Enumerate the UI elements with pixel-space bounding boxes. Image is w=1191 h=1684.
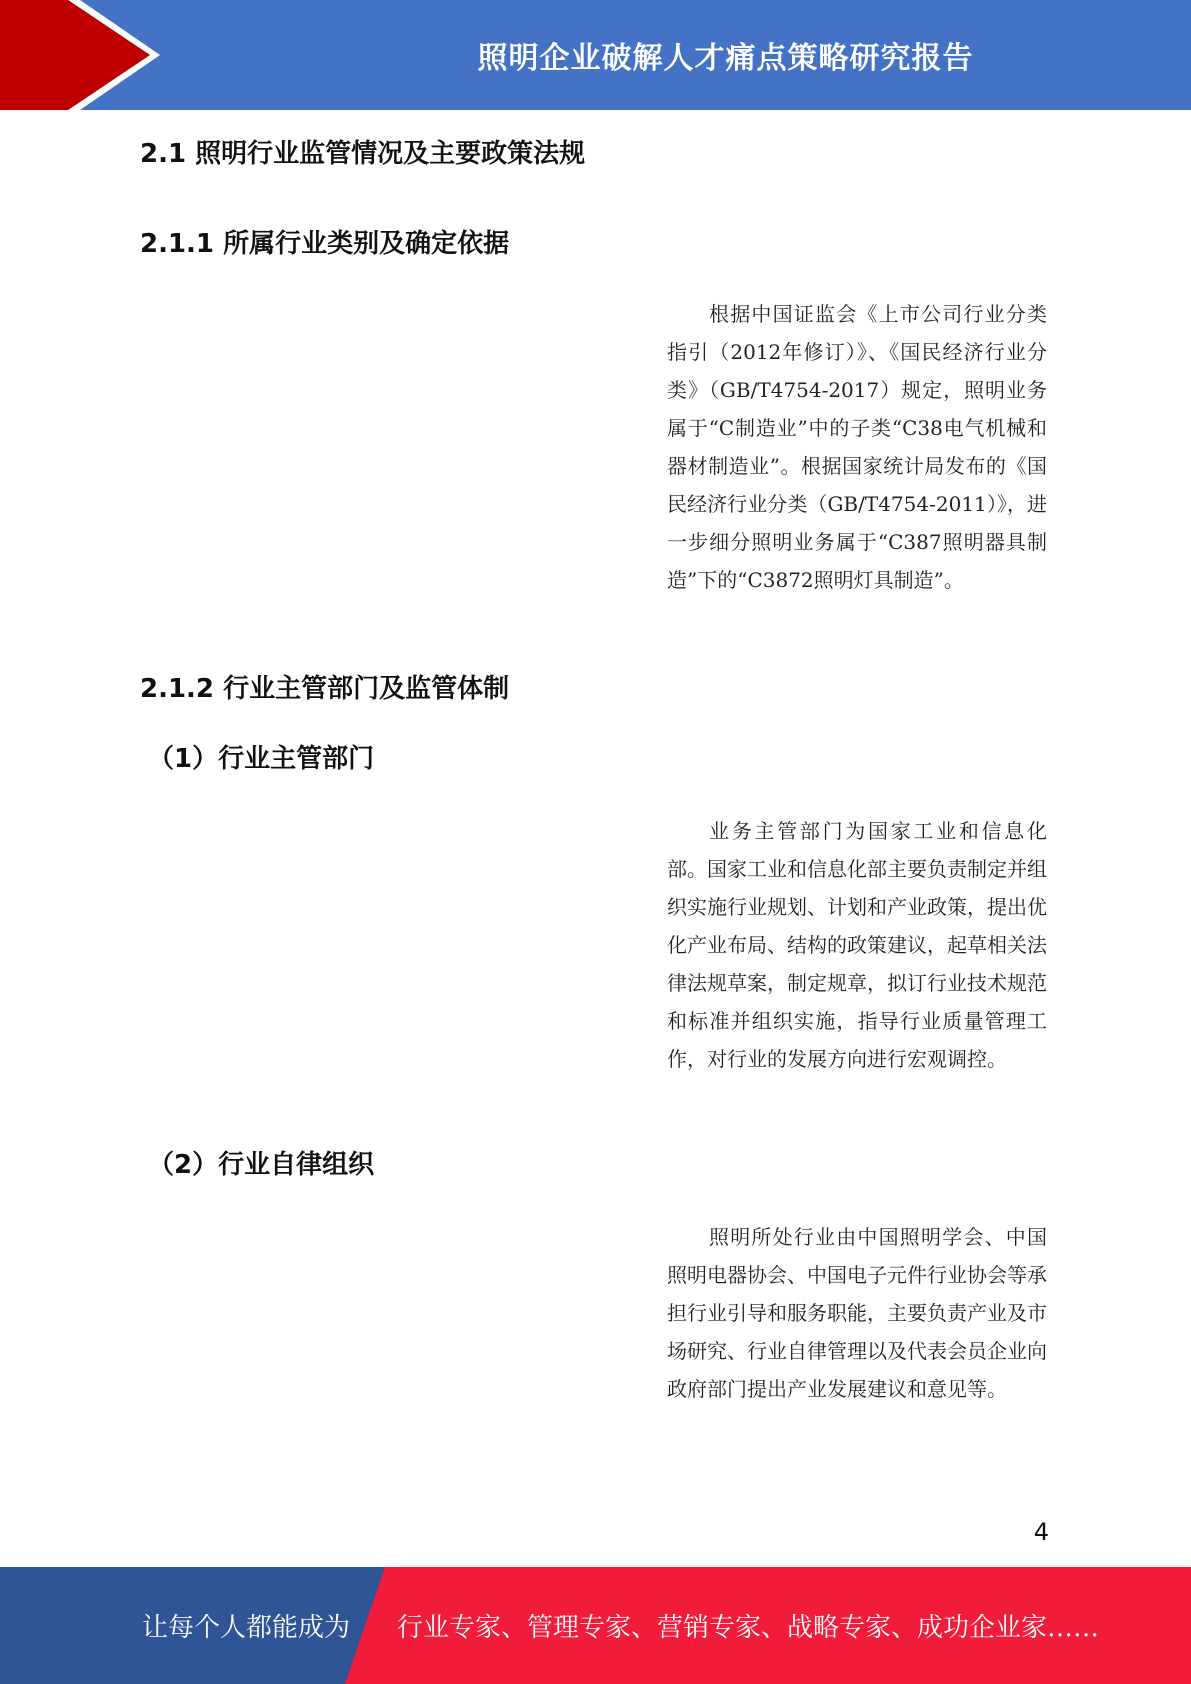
paragraph-regulator: 业务主管部门为国家工业和信息化部。国家工业和信息化部主要负责制定并组织实施行业规划、计划和产业政策，提出优化产业布局、结构的政策建议，起草相关法律法规草案，制定规章，拟订行业技术规范和标准并组织实施，指导行业质量管理工作，对行业的发展方向进行宏观调控。 (667, 819, 1047, 1071)
paragraph-self-regulatory-org: 照明所处行业由中国照明学会、中国照明电器协会、中国电子元件行业协会等承担行业引导和服务职能，主要负责产业及市场研究、行业自律管理以及代表会员企业向政府部门提出产业发展建议和意见等。 (667, 1225, 1047, 1401)
section-heading-2-1: 2.1 照明行业监管情况及主要政策法规 (140, 139, 586, 169)
page-header (0, 0, 1191, 110)
paragraph-industry-classification: 根据中国证监会《上市公司行业分类指引（2012年修订）》、《国民经济行业分类》（GB/T4754-2017）规定，照明业务属于“C制造业”中的子类“C38电气机械和器材制造业”。根据国家统计局发布的《国民经济行业分类（GB/T4754-2011）》，进一步细分照明业务属于“C387照明器具制造”下的“C3872照明灯具制造”。 (667, 302, 1047, 592)
page-footer (0, 1567, 1191, 1684)
subheading-regulator: （1）行业主管部门 (148, 744, 375, 774)
document-title: 照明企业破解人才痛点策略研究报告 (477, 41, 974, 76)
subheading-self-regulatory-org: （2）行业自律组织 (148, 1150, 375, 1180)
footer-slogan-right: 行业专家、管理专家、营销专家、战略专家、成功企业家…… (397, 1613, 1100, 1643)
header-arrow-decoration (0, 0, 160, 110)
footer-slogan-left: 让每个人都能成为 (142, 1613, 351, 1643)
section-heading-2-1-2: 2.1.2 行业主管部门及监管体制 (140, 674, 510, 704)
section-heading-2-1-1: 2.1.1 所属行业类别及确定依据 (140, 229, 510, 259)
page-number: 4 (1033, 1518, 1049, 1546)
